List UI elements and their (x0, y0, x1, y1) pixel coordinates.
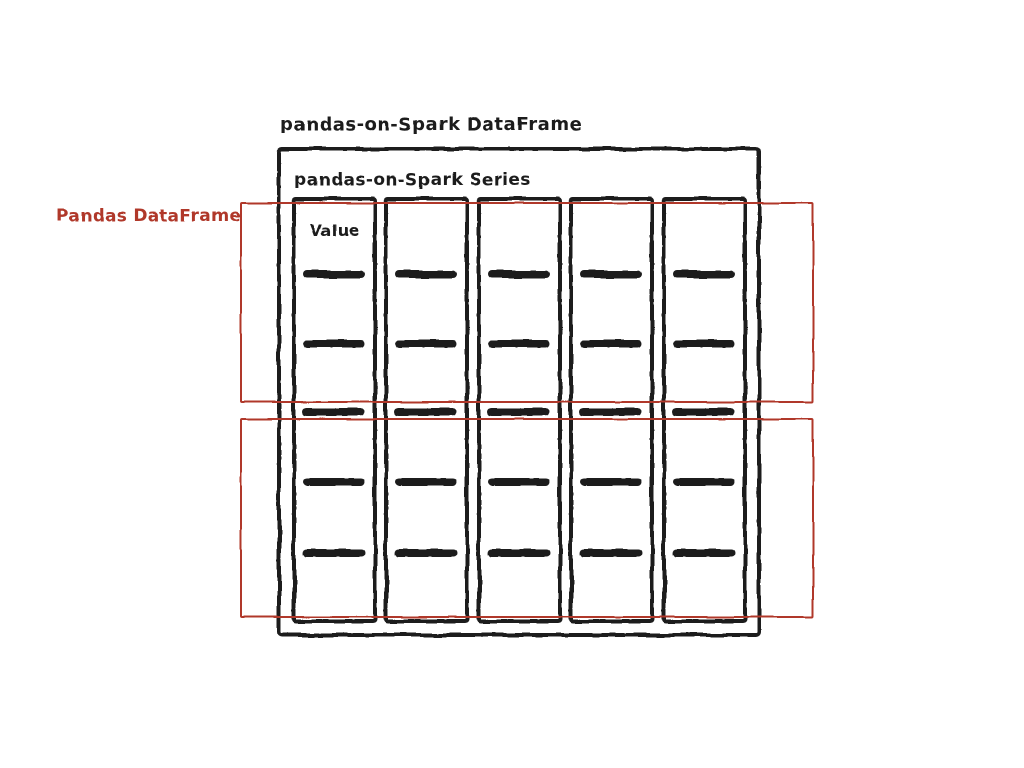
pandas-dataframe-partition-1 (240, 202, 814, 403)
row-dash (488, 408, 550, 416)
pandas-on-spark-dataframe-title: pandas-on-Spark DataFrame (280, 114, 583, 135)
pandas-dataframe-partition-2 (240, 418, 814, 618)
column-header-value: Value (309, 221, 360, 240)
row-dash (303, 408, 365, 416)
row-dash (395, 408, 457, 416)
pandas-dataframe-label: Pandas DataFrame (56, 206, 241, 226)
pandas-on-spark-series-label: pandas-on-Spark Series (294, 170, 532, 190)
row-dash (673, 408, 735, 416)
row-dash (580, 408, 642, 416)
